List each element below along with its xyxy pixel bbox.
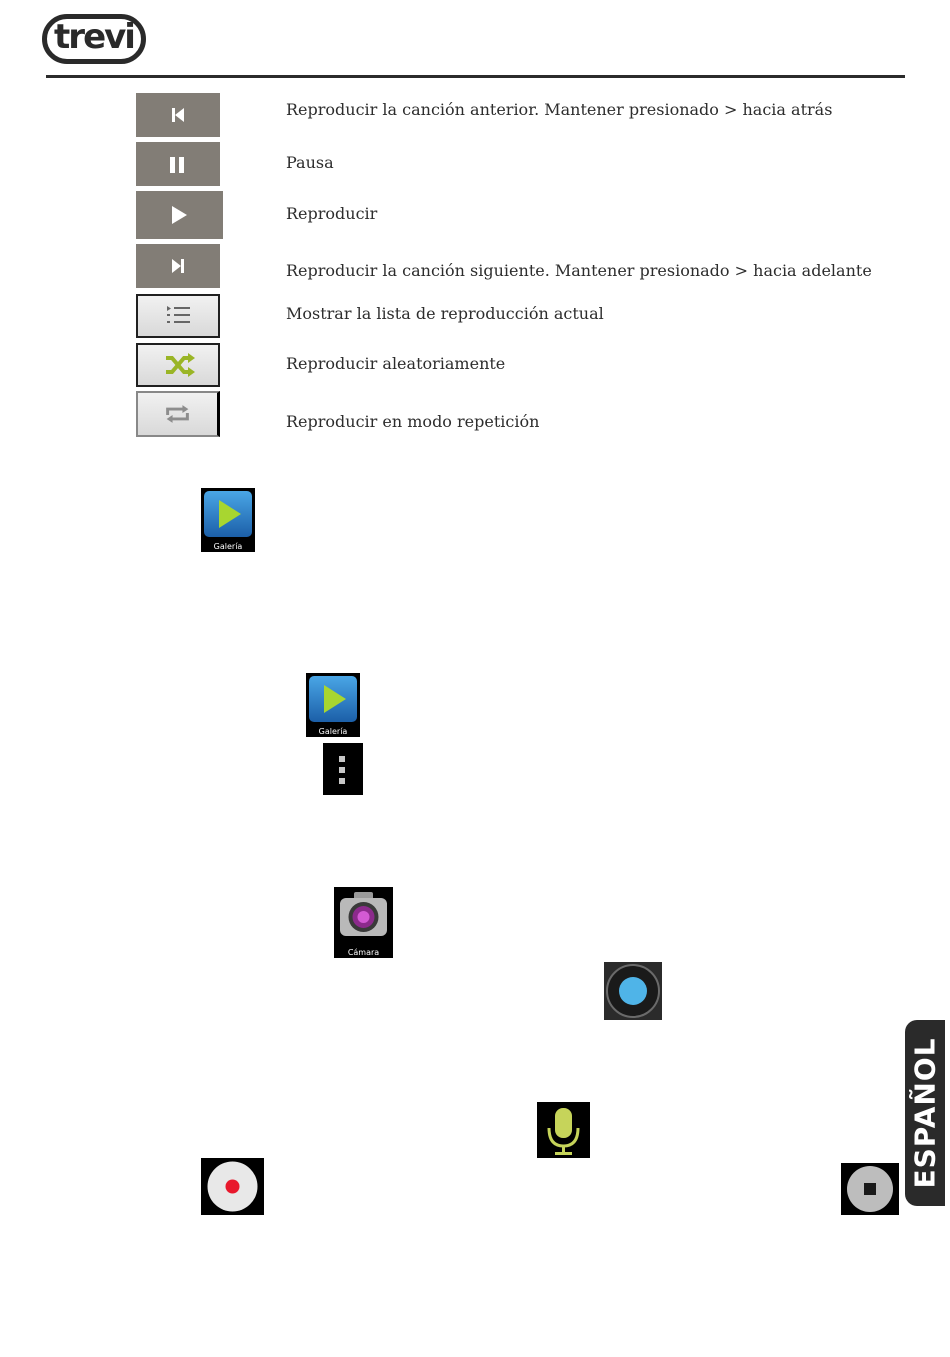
next-track-icon: [136, 244, 220, 288]
microphone-icon: [537, 1102, 590, 1158]
gallery-app-icon[interactable]: [201, 488, 255, 552]
shutter-icon: [604, 962, 662, 1020]
play-icon: [136, 191, 223, 239]
stop-icon: [841, 1163, 899, 1215]
gallery-play-icon: [306, 673, 360, 725]
playlist-button[interactable]: [136, 294, 220, 338]
previous-track-icon: [136, 93, 220, 137]
gallery-label: Galería: [213, 542, 243, 551]
previous-track-button[interactable]: [136, 93, 220, 137]
trevi-logo: [42, 14, 146, 64]
repeat-button[interactable]: [136, 391, 220, 437]
pause-description: Pausa: [286, 153, 334, 172]
shuffle-icon: [138, 345, 218, 385]
playlist-icon: [138, 296, 218, 336]
header-divider: [46, 75, 905, 78]
camera-app-icon[interactable]: [334, 887, 393, 958]
repeat-description: Reproducir en modo repetición: [286, 412, 540, 431]
play-button[interactable]: [136, 191, 223, 239]
pause-button[interactable]: [136, 142, 220, 186]
shuffle-button[interactable]: [136, 343, 220, 387]
camera-label: Cámara: [347, 948, 380, 957]
previous-track-description: Reproducir la canción anterior. Mantener presionado > hacia atrás: [286, 100, 833, 119]
stop-button[interactable]: [841, 1163, 899, 1215]
camera-icon: [334, 887, 393, 945]
language-tab: [905, 1020, 945, 1206]
record-button[interactable]: [201, 1158, 264, 1215]
record-icon: [201, 1158, 264, 1215]
microphone-app-icon[interactable]: [537, 1102, 590, 1158]
more-options-icon: [323, 743, 363, 795]
next-track-button[interactable]: [136, 244, 220, 288]
play-description: Reproducir: [286, 204, 378, 223]
gallery-play-icon: [201, 488, 255, 540]
gallery-app-icon-second[interactable]: [306, 673, 360, 737]
pause-icon: [136, 142, 220, 186]
language-label: ESPAÑOL: [908, 1037, 942, 1189]
shutter-button[interactable]: [604, 962, 662, 1020]
playlist-description: Mostrar la lista de reproducción actual: [286, 304, 604, 323]
shuffle-description: Reproducir aleatoriamente: [286, 354, 506, 373]
menu-button[interactable]: [323, 743, 363, 795]
gallery-label: Galería: [318, 727, 348, 736]
repeat-icon: [138, 393, 217, 435]
next-track-description: Reproducir la canción siguiente. Mantener presionado > hacia adelante: [286, 261, 872, 280]
brand-name: trevi: [54, 17, 134, 57]
